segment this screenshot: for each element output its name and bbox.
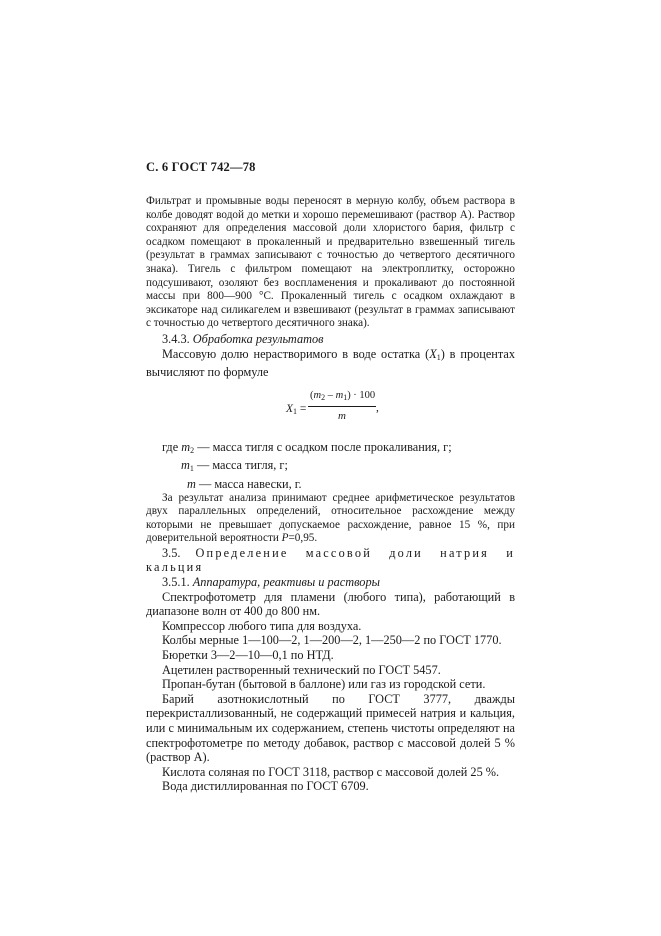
section-3-5-1-heading <box>146 575 515 590</box>
list-item: Бюретки 3—2—10—0,1 по НТД. <box>162 648 334 663</box>
formula-lhs <box>286 403 306 416</box>
variable-x: X <box>429 346 437 361</box>
section-title: Определение массовой доли натрия и кальция <box>146 545 515 575</box>
text-fragment: ) в процентах вычисляют по формуле <box>146 346 515 380</box>
formula-equals: = <box>297 402 307 415</box>
formula-sub: 1 <box>343 392 348 402</box>
formula-var-m2: m <box>313 389 322 401</box>
list-item: Пропан-бутан (бытовой в баллоне) или газ из городской сети. <box>162 677 486 692</box>
subscript: 1 <box>436 352 441 362</box>
formula-sub: 1 <box>293 406 298 416</box>
list-item: Спектрофотометр для пламени (любого типа), работающий в диапазоне волн от 400 до 800 нм. <box>146 589 515 619</box>
document-page <box>146 160 515 794</box>
formula-x1 <box>146 390 515 430</box>
page-header: С. 6 ГОСТ 742—78 <box>146 160 256 174</box>
where-var: m <box>181 458 190 473</box>
fraction-bar <box>308 406 376 407</box>
where-line-m1 <box>146 458 515 477</box>
text-fragment: =0,95. <box>288 532 318 545</box>
list-item: Колбы мерные 1—100—2, 1—200—2, 1—250—2 по ГОСТ 1770. <box>162 633 502 648</box>
paragraph-mass-fraction <box>146 347 515 380</box>
section-title: Аппаратура, реактивы и растворы <box>192 575 380 590</box>
formula-var-x: X <box>286 402 294 415</box>
where-line-m2 <box>146 440 515 459</box>
formula-numerator <box>310 390 375 402</box>
where-sub: 1 <box>189 464 194 474</box>
formula-minus: – <box>325 389 336 401</box>
where-sub: 2 <box>190 445 195 455</box>
where-text: — масса тигля, г; <box>193 458 288 473</box>
variable-p: Р <box>281 532 289 545</box>
section-3-4-3-heading <box>146 332 515 347</box>
section-number: 3.5. <box>162 545 181 560</box>
formula-comma: , <box>376 401 379 414</box>
section-number: 3.4.3. <box>162 331 190 346</box>
where-prefix: где <box>162 439 182 454</box>
section-number: 3.5.1. <box>162 575 190 590</box>
where-line-m <box>146 477 515 492</box>
list-item: Компрессор любого типа для воздуха. <box>162 618 362 633</box>
list-item: Ацетилен растворенный технический по ГОСТ 5457. <box>162 662 441 677</box>
where-text: — масса тигля с осадком после прокаливания, г; <box>194 439 452 454</box>
where-text: — масса навески, г. <box>195 476 302 491</box>
section-title: Обработка результатов <box>192 331 324 346</box>
section-3-5-heading <box>146 546 515 575</box>
formula-paren: ( <box>310 389 314 401</box>
list-item: Вода дистиллированная по ГОСТ 6709. <box>162 779 369 794</box>
text-fragment: Массовую долю нерастворимого в воде остатка ( <box>162 346 430 361</box>
paragraph-filtrate: Фильтрат и промывные воды переносят в мерную колбу, объем раствора в колбе доводят водой до метки и хорошо перемешивают (раствор А). Раствор сохраняют для определения массовой доли хлористого бария, фильтр с осадком помещают в прокаленный и предварительно взвешенный тигель (результат в граммах записывают с точностью до четвертого десятичного знака). Тигель с фильтром помещают на электроплитку, осторожно подсушивают, озоляют без воспламенения и прокаливают до постоянной массы при 800—900 °С. Прокаленный тигель с осадком охлаждают в эксикаторе над силикагелем и взвешивают (результат в граммах записывают с точностью до четвертого десятичного знака). <box>146 195 515 330</box>
formula-var-m1: m <box>335 389 344 401</box>
formula-denominator: m <box>338 409 346 422</box>
formula-times-100: ) · 100 <box>347 389 376 401</box>
paragraph-result <box>146 492 515 546</box>
where-var: m <box>187 476 196 491</box>
list-item: Кислота соляная по ГОСТ 3118, раствор с массовой долей 25 %. <box>162 764 500 779</box>
formula-sub: 2 <box>321 392 326 402</box>
where-var: m <box>181 439 191 454</box>
text-fragment: За результат анализа принимают среднее арифметическое результатов двух параллельных определений, относительное расхождение между которыми не превышает допускаемое расхождение, равное 15 %, при доверительной вероятности <box>146 491 515 545</box>
paragraph-barium: Барий азотнокислотный по ГОСТ 3777, дважды перекристаллизованный, не содержащий примесей натрия и кальция, или с минимальным их содержанием, степень чистоты определяют на спектрофотометре по методу добавок, раствор с массовой долей 5 % (раствор А). <box>146 691 515 765</box>
